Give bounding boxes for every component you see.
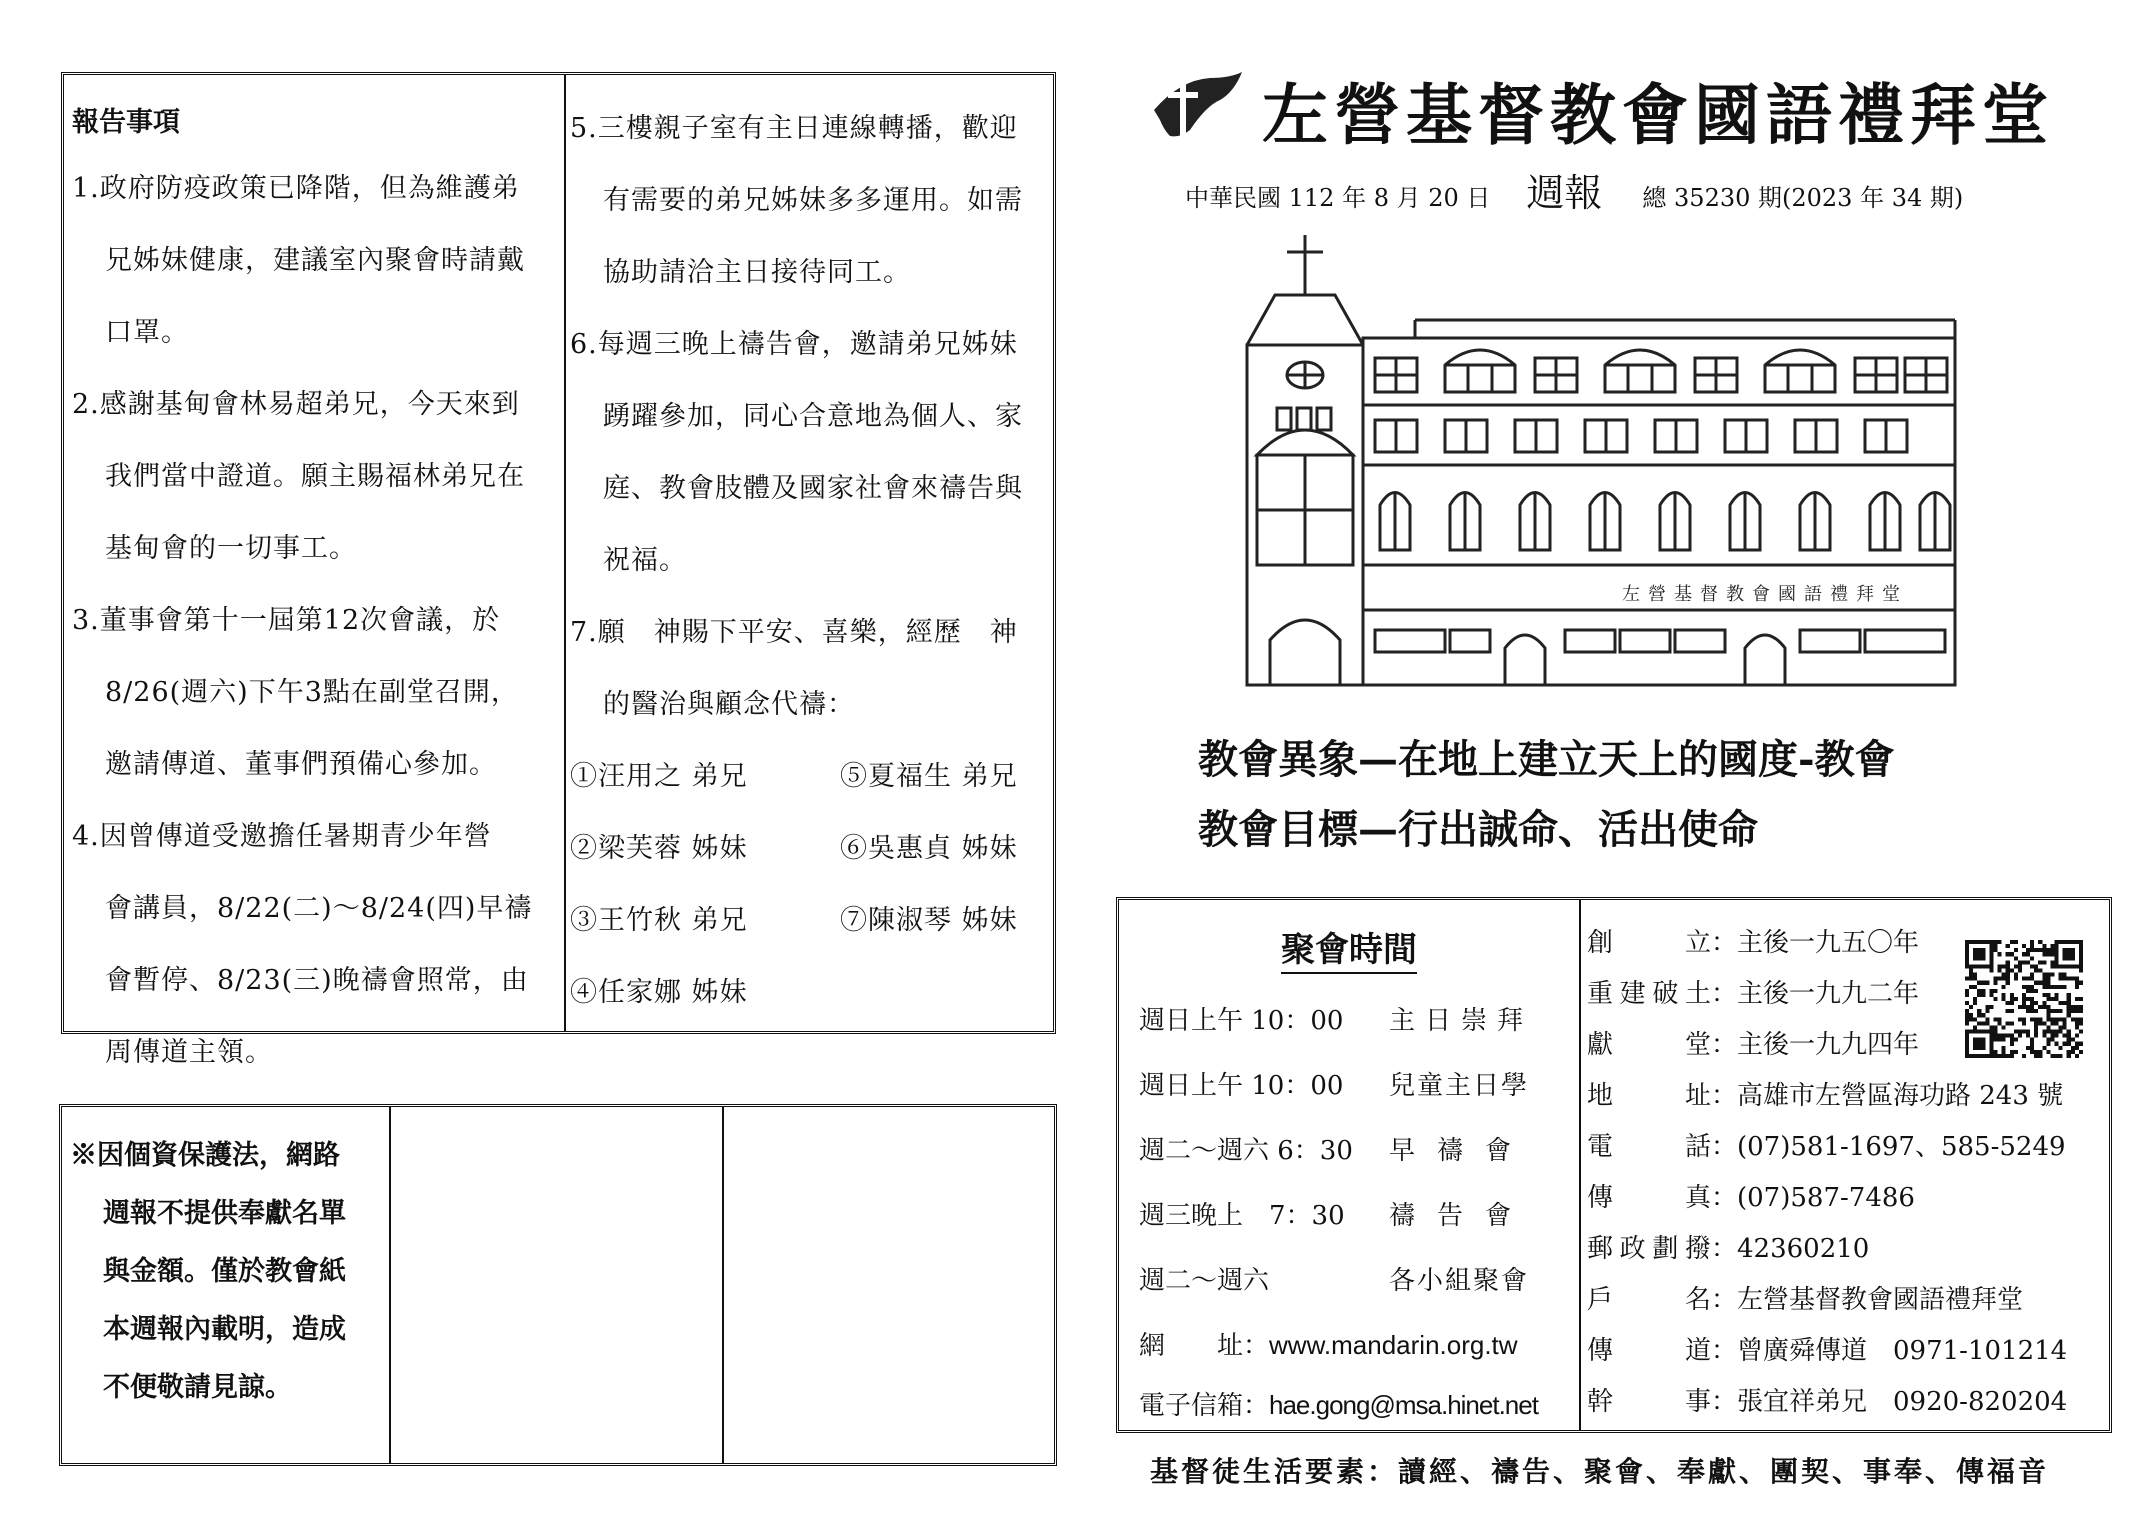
announcement-line: 我們當中證道。願主賜福林弟兄在 (105, 461, 525, 492)
info-row (1587, 1381, 2067, 1418)
info-label: 地址 (1587, 1081, 1711, 1111)
email-link[interactable]: hae.gong@msa.hinet.net (1269, 1390, 1538, 1420)
notice-line: 不便敬請見諒。 (103, 1372, 292, 1403)
website-link[interactable]: www.mandarin.org.tw (1269, 1330, 1518, 1360)
prayer-name: ③王竹秋 弟兄 (570, 905, 748, 936)
meeting-time: 週日上午 10：00 (1139, 1071, 1344, 1101)
notice-divider (389, 1107, 391, 1463)
announcement-line: 2.感謝基甸會林易超弟兄，今天來到 (72, 389, 520, 420)
announcement-line: 兄姊妹健康，建議室內聚會時請戴 (105, 245, 525, 276)
announcement-line: 8/26(週六)下午3點在副堂召開， (105, 677, 519, 708)
bulletin-date: 中華民國 112 年 8 月 20 日 (1185, 184, 1491, 212)
issue-number: 總 35230 期(2023 年 34 期) (1642, 184, 1964, 212)
meeting-title (1119, 922, 1579, 971)
info-label: 郵政劃撥 (1587, 1234, 1711, 1264)
meeting-row (1139, 1065, 1529, 1102)
info-value: ：左營基督教會國語禮拜堂 (1711, 1285, 2024, 1315)
church-vision (1198, 725, 1895, 865)
info-value: ：主後一九九二年 (1711, 979, 1920, 1009)
announcements-heading: 報告事項 (72, 107, 180, 138)
meeting-name: 各小組聚會 (1389, 1266, 1530, 1296)
privacy-notice-box (59, 1104, 1057, 1466)
info-value: ：高雄市左營區海功路 243 號 (1711, 1081, 2064, 1111)
prayer-name: ⑥吳惠貞 姊妹 (840, 833, 1018, 864)
announcement-line: 4.因曾傳道受邀擔任暑期青少年營 (72, 821, 492, 852)
column-divider (564, 75, 566, 1031)
info-label: 重建破土 (1587, 979, 1711, 1009)
announcement-line: 7.願 神賜下平安、喜樂，經歷 神 (570, 617, 1018, 648)
info-value: ：主後一九五〇年 (1711, 928, 1920, 958)
announcement-line: 1.政府防疫政策已降階，但為維護弟 (72, 173, 520, 204)
meeting-name: 禱告會 (1389, 1201, 1534, 1231)
christian-life-essentials: 基督徒生活要素：讀經、禱告、聚會、奉獻、團契、事奉、傳福音 (1150, 1455, 2050, 1488)
announcement-line: 協助請洽主日接待同工。 (603, 257, 911, 288)
info-label: 電話 (1587, 1132, 1711, 1162)
announcement-line: 5.三樓親子室有主日連線轉播，歡迎 (570, 113, 1018, 144)
announcement-line: 會講員，8/22(二)～8/24(四)早禱 (105, 893, 533, 924)
church-building-illustration (1235, 230, 1995, 690)
prayer-row (570, 885, 1056, 957)
building-sign: 左營基督教會國語禮拜堂 (1622, 584, 1908, 605)
info-label: 幹事 (1587, 1387, 1711, 1417)
notice-line: 本週報內載明，造成 (103, 1314, 346, 1345)
meeting-time: 週二～週六 6：30 (1139, 1136, 1353, 1166)
announcements-right-column (570, 93, 1056, 1029)
info-row (1587, 1228, 1869, 1265)
info-box (1116, 897, 2112, 1433)
prayer-name: ⑦陳淑琴 姊妹 (840, 905, 1018, 936)
info-row (1587, 922, 1919, 959)
announcement-line: 的醫治與顧念代禱： (603, 689, 855, 720)
meeting-row (1139, 1000, 1533, 1037)
meeting-time: 週三晚上 7：30 (1139, 1201, 1345, 1231)
meeting-name: 主日崇拜 (1389, 1006, 1534, 1036)
goal-line: 教會目標—行出誠命、活出使命 (1198, 806, 1758, 853)
info-divider (1579, 900, 1581, 1430)
prayer-name: ①汪用之 弟兄 (570, 761, 748, 792)
meeting-row (1139, 1260, 1529, 1297)
meeting-row (1139, 1130, 1533, 1167)
meeting-name: 早禱會 (1389, 1136, 1534, 1166)
info-row (1587, 1330, 2067, 1367)
announcements-box (61, 72, 1056, 1068)
meeting-title-text: 聚會時間 (1281, 930, 1417, 974)
info-value: ：(07)581-1697、585-5249 (1711, 1132, 2066, 1162)
info-row (1587, 1279, 2023, 1316)
bulletin-label: 週報 (1526, 171, 1603, 215)
prayer-name: ②梁芙蓉 姊妹 (570, 833, 748, 864)
announcement-line: 會暫停、8/23(三)晚禱會照常，由 (105, 965, 529, 996)
meeting-name: 兒童主日學 (1389, 1071, 1530, 1101)
announcement-line: 踴躍參加，同心合意地為個人、家 (603, 401, 1023, 432)
announcement-line: 祝福。 (603, 545, 687, 576)
announcement-line: 6.每週三晚上禱告會，邀請弟兄姊妹 (570, 329, 1018, 360)
meeting-row (1139, 1195, 1533, 1232)
notice-line: 週報不提供奉獻名單 (103, 1198, 346, 1229)
info-label: 戶名 (1587, 1285, 1711, 1315)
info-row (1587, 1024, 1919, 1061)
meeting-time: 週二～週六 (1139, 1266, 1270, 1296)
qr-code-icon[interactable] (1965, 940, 2083, 1058)
privacy-notice (70, 1127, 346, 1417)
info-value: ：(07)587-7486 (1711, 1183, 1915, 1213)
info-label: 創立 (1587, 928, 1711, 958)
info-value: ：42360210 (1711, 1234, 1870, 1264)
info-value: ：張宜祥弟兄 0920-820204 (1711, 1387, 2068, 1417)
website-label: 網 址： (1139, 1331, 1270, 1361)
email-row (1139, 1385, 1538, 1422)
info-value: ：曾廣舜傳道 0971-101214 (1711, 1336, 2068, 1366)
prayer-name: ④任家娜 姊妹 (570, 977, 748, 1008)
announcement-line: 邀請傳道、董事們預備心參加。 (105, 749, 497, 780)
announcement-line: 有需要的弟兄姊妹多多運用。如需 (603, 185, 1023, 216)
issue-line (1185, 162, 1963, 217)
info-label: 獻堂 (1587, 1030, 1711, 1060)
announcement-line: 基甸會的一切事工。 (105, 533, 357, 564)
church-logo-icon (1150, 70, 1246, 140)
info-label: 傳真 (1587, 1183, 1711, 1213)
prayer-row (570, 741, 1056, 813)
vision-line: 教會異象—在地上建立天上的國度-教會 (1198, 736, 1895, 783)
announcement-line: 口罩。 (105, 317, 189, 348)
announcements-left-column (72, 93, 562, 1089)
info-row (1587, 1126, 2066, 1163)
info-row (1587, 973, 1919, 1010)
announcement-line: 庭、教會肢體及國家社會來禱告與 (603, 473, 1023, 504)
notice-line: 與金額。僅於教會紙 (103, 1256, 346, 1287)
info-row (1587, 1075, 2063, 1112)
email-label: 電子信箱： (1139, 1391, 1270, 1421)
website-row (1139, 1325, 1518, 1362)
announcement-line: 3.董事會第十一屆第12次會議，於 (72, 605, 501, 636)
church-title: 左營基督教會國語禮拜堂 (1262, 76, 2054, 154)
prayer-row (570, 957, 1056, 1029)
prayer-row (570, 813, 1056, 885)
prayer-name: ⑤夏福生 弟兄 (840, 761, 1018, 792)
notice-line: ※因個資保護法，網路 (70, 1140, 340, 1171)
meeting-time: 週日上午 10：00 (1139, 1006, 1344, 1036)
notice-divider (722, 1107, 724, 1463)
announcement-line: 周傳道主領。 (105, 1037, 273, 1068)
info-value: ：主後一九九四年 (1711, 1030, 1920, 1060)
info-label: 傳道 (1587, 1336, 1711, 1366)
info-row (1587, 1177, 1915, 1214)
